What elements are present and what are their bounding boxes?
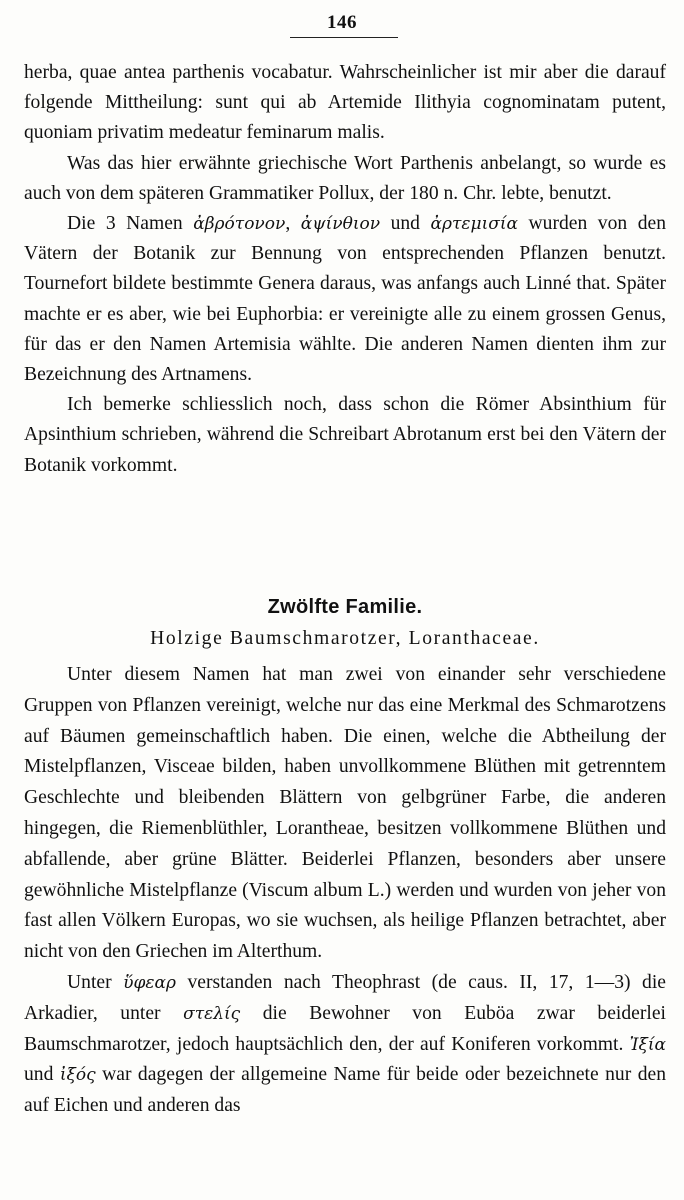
- greek-word: ἀψίνθιον: [300, 214, 381, 235]
- section-continuation: [24, 58, 666, 481]
- greek-word: ὕφεαρ: [123, 972, 176, 993]
- paragraph-names: [24, 209, 666, 390]
- paragraph-absinthium: Ich bemerke schliesslich noch, dass schon die Römer Absinthium für Apsinthium schrieben, während die Schreibart Abrotanum erst bei den Vätern der Botanik vorkommt.: [24, 394, 666, 476]
- greek-word: στελίς: [183, 1003, 241, 1024]
- text-run: und: [380, 213, 431, 235]
- paragraph-parthenis: Was das hier erwähnte griechische Wort Parthenis anbelangt, so wurde es auch von dem späteren Grammatiker Pollux, der 180 n. Chr. lebte, benutzt.: [24, 152, 666, 204]
- text-run: Unter: [67, 971, 124, 993]
- greek-word: ἀρτεμισία: [430, 214, 518, 235]
- chapter-subheading: Holzige Baumschmarotzer, Loranthaceae.: [150, 628, 540, 649]
- page-number: 146: [327, 12, 357, 33]
- greek-word: ἀβρότονον: [193, 214, 286, 235]
- text-run: wurden von den Vätern der Botanik zur Bennung von entsprechenden Pflanzen benutzt. Tournefort bildete bestimmte Genera daraus, was anfangs auch Linné that. Später machte er es aber, wie bei Euphorbia: er vereinigte alle zu einem grossen Genus, für das er den Namen Artemisia wählte. Die anderen Namen dienten ihm zur Bezeichnung des Artnamens.: [24, 213, 667, 386]
- text-run: war dagegen der allgemeine Name für beide oder bezeichnete nur den auf Eichen und anderen das: [24, 1064, 666, 1117]
- chapter-heading: Zwölfte Familie.: [267, 596, 423, 618]
- text-run: die Bewohner von Euböa zwar beiderlei Baumschmarotzer, jedoch hauptsächlich den, der auf Koniferen vorkommt.: [24, 1002, 666, 1055]
- greek-word: ἰξός: [59, 1065, 96, 1086]
- text-run: Die 3 Namen: [67, 213, 194, 235]
- header-rule: [290, 37, 398, 38]
- text-run: ,: [285, 213, 301, 235]
- paragraph-theophrast: [24, 968, 666, 1122]
- text-run: und: [24, 1064, 60, 1086]
- section-twelfth-family: [24, 592, 666, 1122]
- greek-word: Ἰξία: [629, 1034, 666, 1055]
- page-header: [0, 12, 684, 34]
- text-run: verstanden nach Theophrast (de caus. II, 17, 1—3) die Arkadier, unter: [24, 971, 666, 1024]
- paragraph-loranthaceae: Unter diesem Namen hat man zwei von einander sehr verschiedene Gruppen von Pflanzen vereinigt, welche nur das eine Merkmal des Schmarotzens auf Bäumen gemeinschaftlich haben. Die einen, welche die Abtheilung der Mistelpflanzen, Visceae bilden, haben unvollkommene Blüthen mit getrenntem Geschlechte und bleibenden Blättern von gelbgrüner Farbe, die anderen hingegen, die Riemenblüthler, Lorantheae, besitzen vollkommene Blüthen und abfallende, aber grüne Blätter. Beiderlei Pflanzen, besonders aber unsere gewöhnliche Mistelpflanze (Viscum album L.) werden und wurden von jeher von fast allen Völkern Europas, wo sie wuchsen, als heilige Pflanzen betrachtet, aber nicht von den Griechen im Alterthum.: [24, 664, 666, 963]
- paragraph-continued: herba, quae antea parthenis vocabatur. Wahrscheinlicher ist mir aber die darauf folgende Mittheilung: sunt qui ab Artemide Ilithyia cognominatam putent, quoniam privatim medeatur feminarum malis.: [24, 62, 666, 144]
